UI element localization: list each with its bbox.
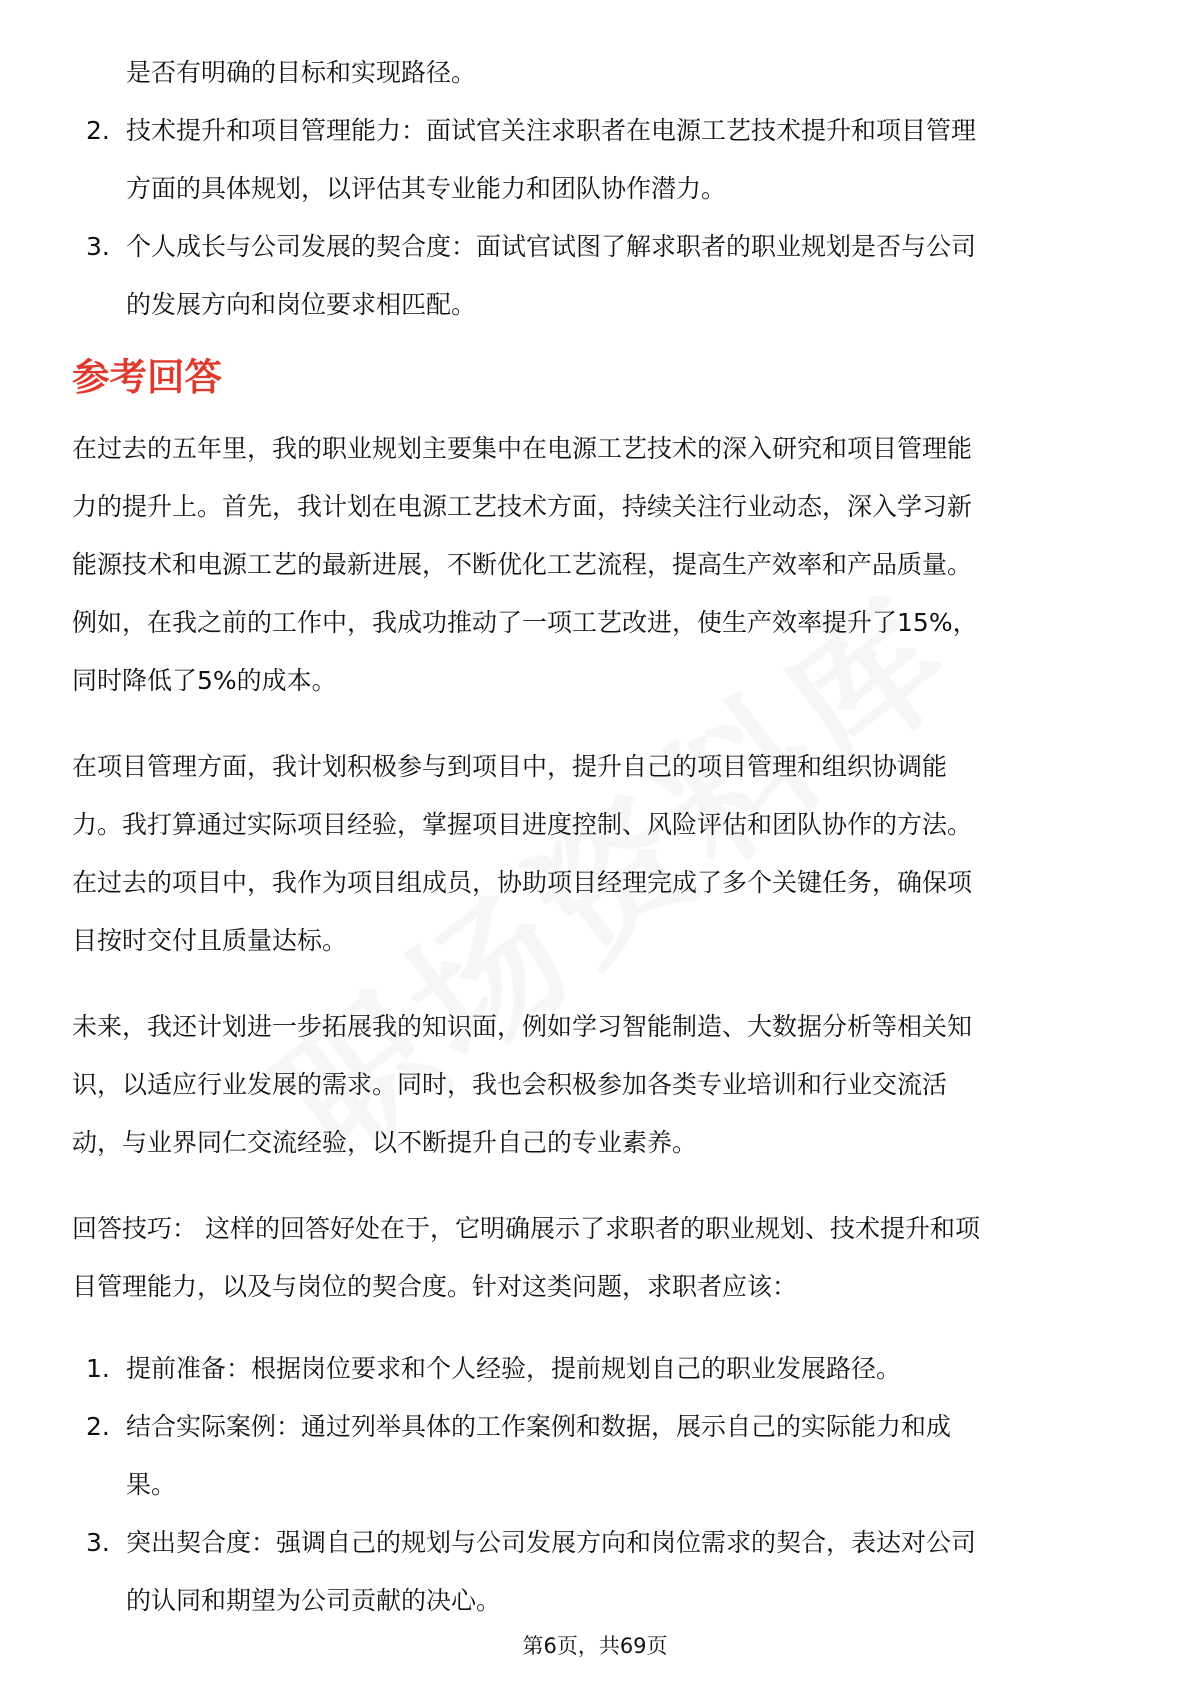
list-number: 3. — [86, 232, 110, 261]
paragraph — [72, 420, 1122, 710]
list-item-line: 的认同和期望为公司贡献的决心。 — [126, 1586, 502, 1615]
list-item — [72, 1514, 1122, 1630]
paragraph-line: 力。我打算通过实际项目经验，掌握项目进度控制、风险评估和团队协作的方法。 — [72, 810, 973, 839]
list-item-line: 方面的具体规划，以评估其专业能力和团队协作潜力。 — [126, 174, 727, 203]
list-number: 2. — [86, 116, 110, 145]
page-footer: 第6页，共69页 — [522, 1634, 668, 1658]
list-number: 3. — [86, 1528, 110, 1557]
section-heading: 参考回答 — [72, 355, 222, 399]
paragraph-line: 例如，在我之前的工作中，我成功推动了一项工艺改进，使生产效率提升了15%， — [72, 608, 978, 637]
paragraph-line: 未来，我还计划进一步拓展我的知识面，例如学习智能制造、大数据分析等相关知 — [72, 1012, 973, 1041]
list-item-line: 提前准备：根据岗位要求和个人经验，提前规划自己的职业发展路径。 — [126, 1354, 902, 1383]
paragraph-line: 识，以适应行业发展的需求。同时，我也会积极参加各类专业培训和行业交流活 — [72, 1070, 948, 1099]
paragraph — [72, 998, 1122, 1172]
paragraph-line: 在项目管理方面，我计划积极参与到项目中，提升自己的项目管理和组织协调能 — [72, 752, 948, 781]
list-item-line: 结合实际案例：通过列举具体的工作案例和数据，展示自己的实际能力和成 — [126, 1412, 952, 1441]
paragraph-line: 同时降低了5%的成本。 — [72, 666, 337, 695]
list-number: 1. — [86, 1354, 110, 1383]
list-number: 2. — [86, 1412, 110, 1441]
paragraph-line: 目管理能力，以及与岗位的契合度。针对这类问题，求职者应该： — [72, 1272, 798, 1301]
list-item — [72, 102, 1122, 218]
paragraph-line: 目按时交付且质量达标。 — [72, 926, 348, 955]
paragraph-line: 在过去的项目中，我作为项目组成员，协助项目经理完成了多个关键任务，确保项 — [72, 868, 973, 897]
list-item-continuation: 是否有明确的目标和实现路径。 — [126, 58, 477, 87]
paragraph-line: 回答技巧： 这样的回答好处在于，它明确展示了求职者的职业规划、技术提升和项 — [72, 1214, 980, 1243]
paragraph-line: 力的提升上。首先，我计划在电源工艺技术方面，持续关注行业动态，深入学习新 — [72, 492, 973, 521]
paragraph-line: 在过去的五年里，我的职业规划主要集中在电源工艺技术的深入研究和项目管理能 — [72, 434, 973, 463]
list-item — [72, 218, 1122, 334]
tips-list — [72, 1340, 1122, 1630]
list-item-line: 技术提升和项目管理能力：面试官关注求职者在电源工艺技术提升和项目管理 — [126, 116, 977, 145]
list-item-line: 突出契合度：强调自己的规划与公司发展方向和岗位需求的契合，表达对公司 — [126, 1528, 977, 1557]
list-item-line: 果。 — [126, 1470, 177, 1499]
top-list — [72, 102, 1122, 334]
paragraph-line: 动，与业界同仁交流经验，以不断提升自己的专业素养。 — [72, 1128, 698, 1157]
list-item-line: 个人成长与公司发展的契合度：面试官试图了解求职者的职业规划是否与公司 — [126, 232, 977, 261]
list-item — [72, 1398, 1122, 1514]
list-item — [72, 1340, 1122, 1398]
list-item-line: 的发展方向和岗位要求相匹配。 — [126, 290, 477, 319]
paragraph — [72, 738, 1122, 970]
paragraph-line: 能源技术和电源工艺的最新进展，不断优化工艺流程，提高生产效率和产品质量。 — [72, 550, 973, 579]
tips-paragraph — [72, 1200, 1122, 1316]
page-content — [72, 44, 1122, 1630]
